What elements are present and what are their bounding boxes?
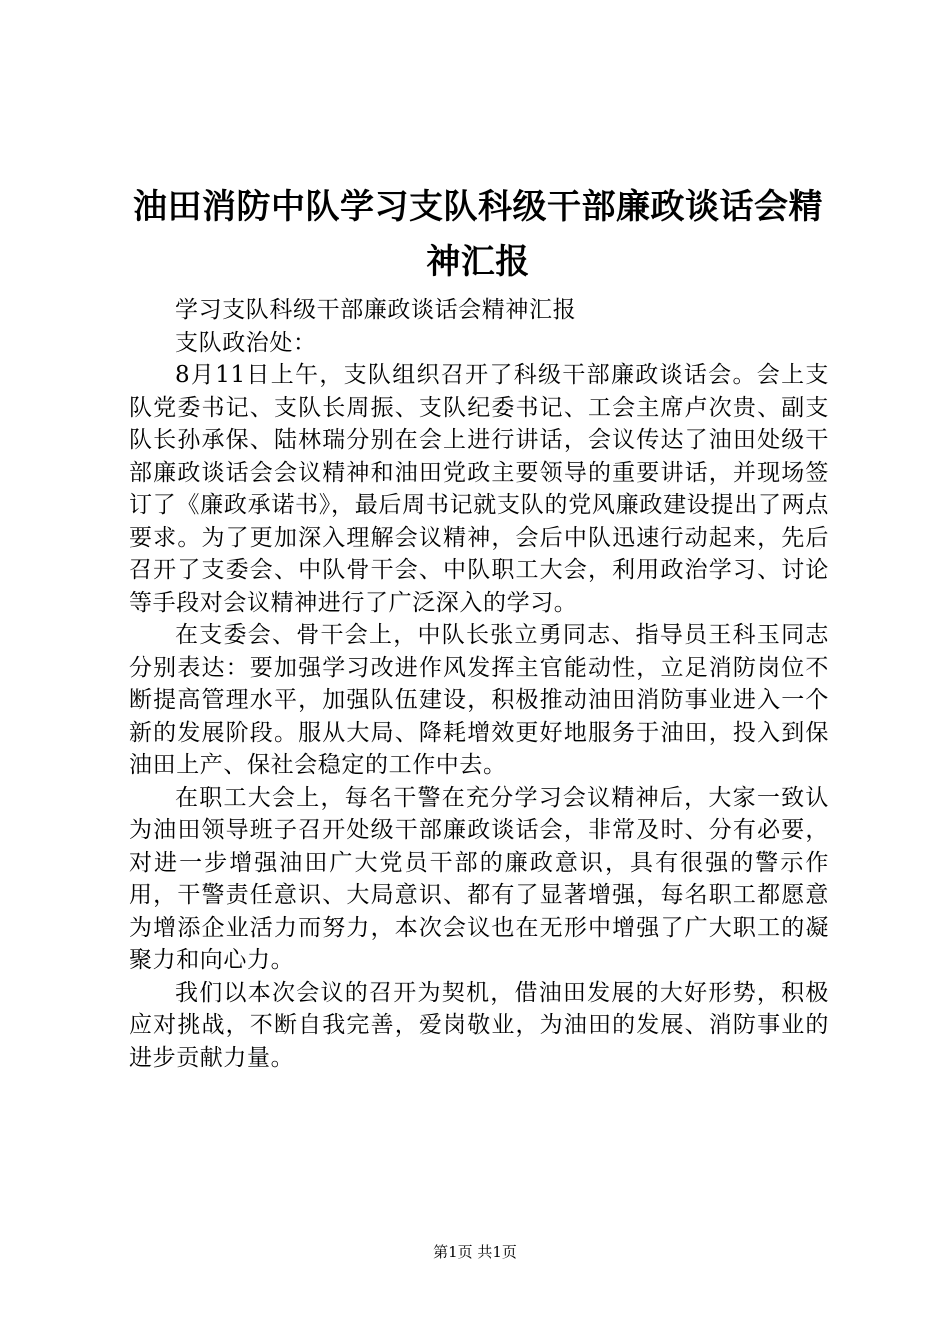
body-paragraph: 8月11日上午，支队组织召开了科级干部廉政谈话会。会上支队党委书记、支队长周振、支队纪委书记、工会主席卢次贵、副支队长孙承保、陆林瑞分别在会上进行讲话，会议传达了油田处级干部廉政谈话会会议精神和油田党政主要领导的重要讲话，并现场签订了《廉政承诺书》，最后周书记就支队的党风廉政建设提出了两点要求。为了更加深入理解会议精神，会后中队迅速行动起来，先后召开了支委会、中队骨干会、中队职工大会，利用政治学习、讨论等手段对会议精神进行了广泛深入的学习。 bbox=[129, 362, 829, 616]
document-title: 油田消防中队学习支队科级干部廉政谈话会精神汇报 bbox=[133, 187, 823, 282]
document-body bbox=[129, 294, 829, 1074]
salutation-paragraph: 支队政治处： bbox=[175, 329, 317, 356]
page-footer: 第1页 共1页 bbox=[433, 1243, 517, 1261]
body-paragraph: 在支委会、骨干会上，中队长张立勇同志、指导员王科玉同志分别表达：要加强学习改进作风发挥主官能动性，立足消防岗位不断提高管理水平，加强队伍建设，积极推动油田消防事业进入一个新的发展阶段。服从大局、降耗增效更好地服务于油田，投入到保油田上产、保社会稳定的工作中去。 bbox=[129, 622, 829, 778]
body-paragraph: 在职工大会上，每名干警在充分学习会议精神后，大家一致认为油田领导班子召开处级干部廉政谈话会，非常及时、分有必要，对进一步增强油田广大党员干部的廉政意识，具有很强的警示作用，干警责任意识、大局意识、都有了显著增强，每名职工都愿意为增添企业活力而努力，本次会议也在无形中增强了广大职工的凝聚力和向心力。 bbox=[129, 784, 829, 973]
body-paragraph: 我们以本次会议的召开为契机，借油田发展的大好形势，积极应对挑战，不断自我完善，爱岗敬业，为油田的发展、消防事业的进步贡献力量。 bbox=[129, 979, 829, 1071]
subtitle-paragraph: 学习支队科级干部廉政谈话会精神汇报 bbox=[175, 297, 577, 323]
